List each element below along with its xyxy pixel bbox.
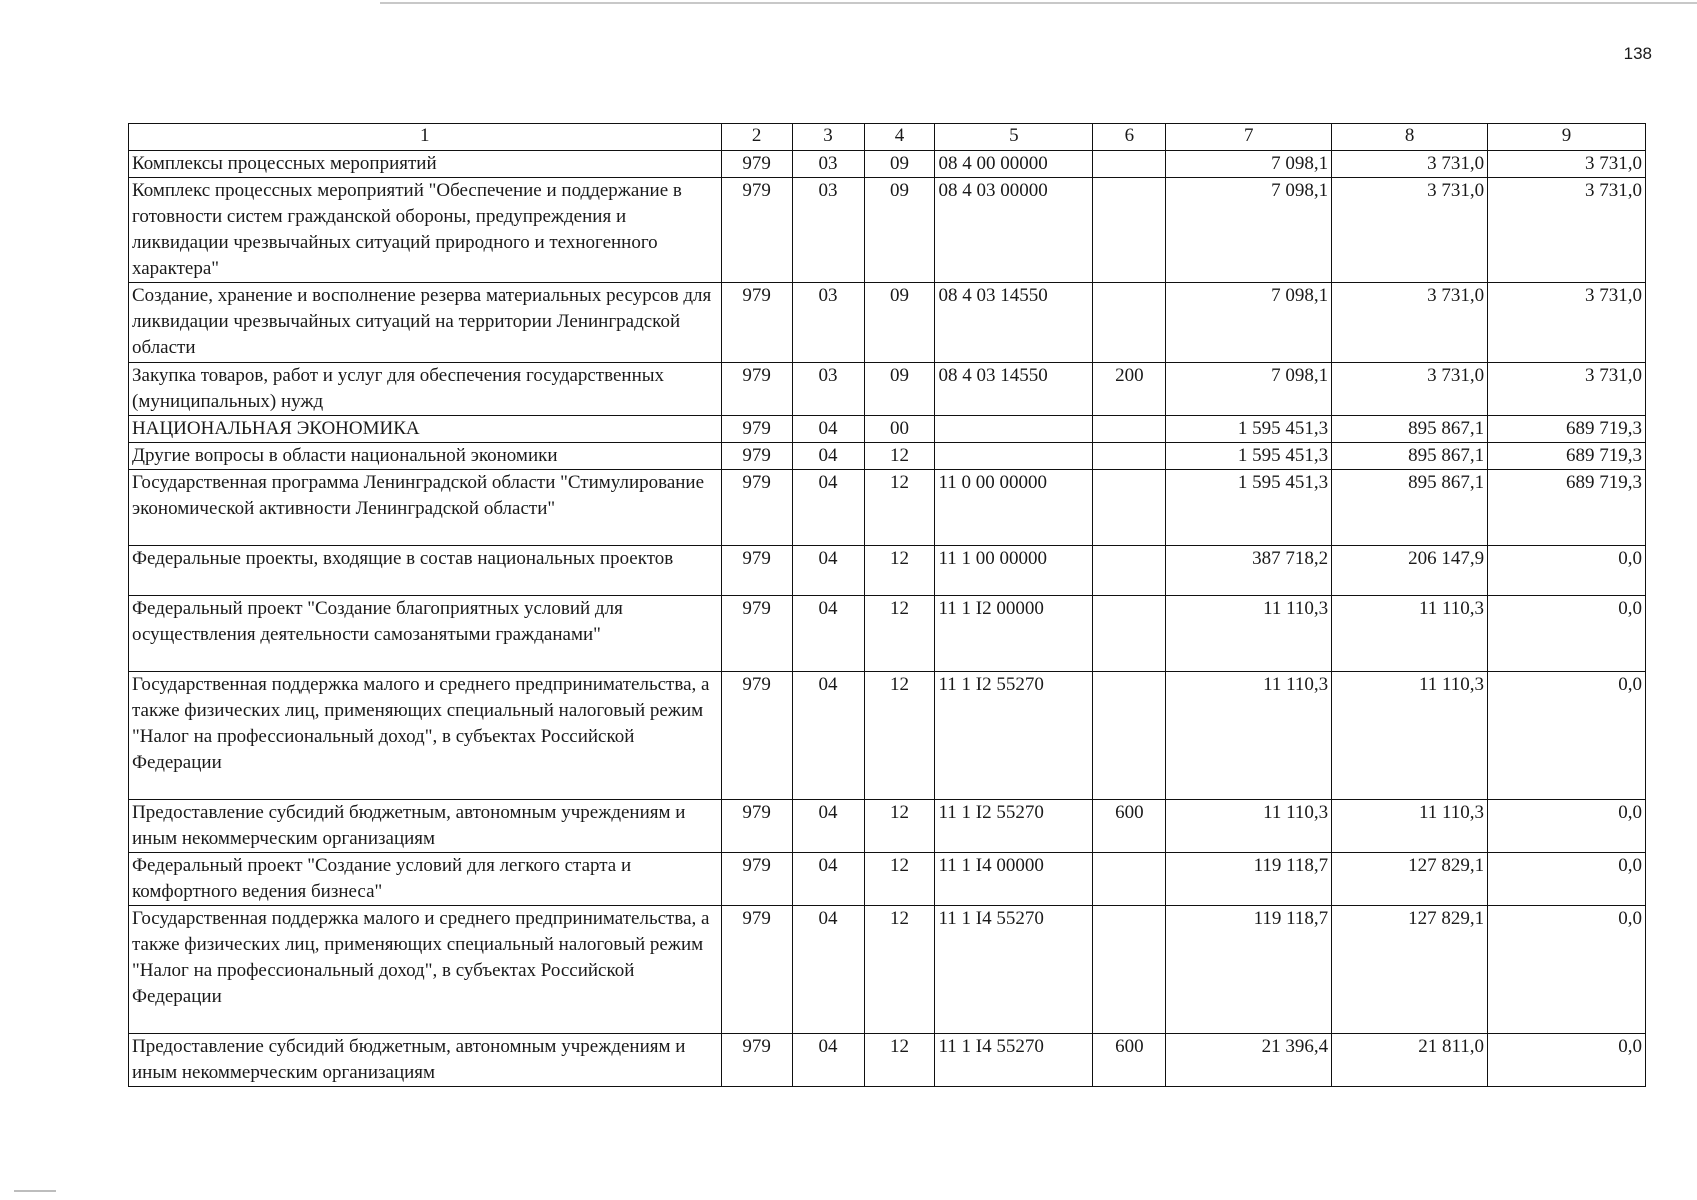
code-section: 04 <box>792 416 864 443</box>
code-admin: 979 <box>721 363 792 416</box>
code-subsection: 12 <box>864 906 935 1034</box>
amount-year-3: 3 731,0 <box>1488 151 1646 178</box>
code-expense-type <box>1093 178 1166 283</box>
amount-year-3: 689 719,3 <box>1488 443 1646 470</box>
scan-mark <box>14 1190 56 1192</box>
table-row <box>129 596 1646 672</box>
code-target <box>935 416 1093 443</box>
code-subsection: 12 <box>864 672 935 800</box>
amount-year-2: 11 110,3 <box>1332 596 1488 672</box>
code-admin: 979 <box>721 470 792 546</box>
amount-year-2: 127 829,1 <box>1332 906 1488 1034</box>
table-row <box>129 283 1646 363</box>
code-section: 04 <box>792 1034 864 1087</box>
code-target: 11 1 I2 55270 <box>935 800 1093 853</box>
code-section: 04 <box>792 906 864 1034</box>
amount-year-1: 7 098,1 <box>1166 178 1332 283</box>
amount-year-1: 119 118,7 <box>1166 906 1332 1034</box>
code-section: 04 <box>792 596 864 672</box>
code-expense-type: 200 <box>1093 363 1166 416</box>
code-subsection: 12 <box>864 800 935 853</box>
column-header: 2 <box>721 124 792 151</box>
table-row <box>129 151 1646 178</box>
amount-year-2: 11 110,3 <box>1332 672 1488 800</box>
page-number: 138 <box>1623 44 1652 63</box>
amount-year-1: 1 595 451,3 <box>1166 443 1332 470</box>
column-header: 9 <box>1488 124 1646 151</box>
row-name: Государственная поддержка малого и среднего предпринимательства, а также физических лиц, применяющих специальный налоговый режим "Налог на профессиональный доход", в субъектах Российской Федерации <box>129 906 722 1034</box>
table-row <box>129 853 1646 906</box>
code-subsection: 09 <box>864 363 935 416</box>
code-target: 11 0 00 00000 <box>935 470 1093 546</box>
code-expense-type <box>1093 906 1166 1034</box>
code-admin: 979 <box>721 906 792 1034</box>
code-target: 08 4 03 00000 <box>935 178 1093 283</box>
code-section: 03 <box>792 283 864 363</box>
code-admin: 979 <box>721 800 792 853</box>
amount-year-1: 11 110,3 <box>1166 596 1332 672</box>
amount-year-2: 206 147,9 <box>1332 546 1488 596</box>
row-name: Федеральный проект "Создание условий для легкого старта и комфортного ведения бизнеса" <box>129 853 722 906</box>
amount-year-2: 3 731,0 <box>1332 283 1488 363</box>
code-admin: 979 <box>721 443 792 470</box>
code-target: 08 4 03 14550 <box>935 283 1093 363</box>
code-section: 04 <box>792 800 864 853</box>
amount-year-3: 0,0 <box>1488 596 1646 672</box>
code-admin: 979 <box>721 853 792 906</box>
amount-year-3: 0,0 <box>1488 672 1646 800</box>
code-expense-type <box>1093 853 1166 906</box>
row-name: Другие вопросы в области национальной экономики <box>129 443 722 470</box>
code-admin: 979 <box>721 416 792 443</box>
code-expense-type <box>1093 443 1166 470</box>
table-row <box>129 546 1646 596</box>
amount-year-3: 0,0 <box>1488 800 1646 853</box>
row-name: Государственная поддержка малого и среднего предпринимательства, а также физических лиц, применяющих специальный налоговый режим "Налог на профессиональный доход", в субъектах Российской Федерации <box>129 672 722 800</box>
row-name: Федеральный проект "Создание благоприятных условий для осуществления деятельности самозанятыми гражданами" <box>129 596 722 672</box>
amount-year-1: 11 110,3 <box>1166 800 1332 853</box>
code-section: 04 <box>792 546 864 596</box>
code-section: 03 <box>792 363 864 416</box>
code-subsection: 12 <box>864 596 935 672</box>
row-name: Предоставление субсидий бюджетным, автономным учреждениям и иным некоммерческим организациям <box>129 800 722 853</box>
column-number-row <box>129 124 1646 151</box>
row-name: Комплекс процессных мероприятий "Обеспечение и поддержание в готовности систем гражданской обороны, предупреждения и ликвидации чрезвычайных ситуаций природного и техногенного характера" <box>129 178 722 283</box>
amount-year-1: 1 595 451,3 <box>1166 416 1332 443</box>
column-header: 4 <box>864 124 935 151</box>
table-row <box>129 1034 1646 1087</box>
amount-year-2: 11 110,3 <box>1332 800 1488 853</box>
code-expense-type <box>1093 416 1166 443</box>
code-target: 11 1 I4 00000 <box>935 853 1093 906</box>
amount-year-2: 3 731,0 <box>1332 178 1488 283</box>
code-target: 11 1 I2 55270 <box>935 672 1093 800</box>
code-admin: 979 <box>721 672 792 800</box>
code-subsection: 09 <box>864 283 935 363</box>
column-header: 5 <box>935 124 1093 151</box>
code-expense-type <box>1093 151 1166 178</box>
amount-year-2: 21 811,0 <box>1332 1034 1488 1087</box>
code-expense-type <box>1093 470 1166 546</box>
column-header: 1 <box>129 124 722 151</box>
code-admin: 979 <box>721 1034 792 1087</box>
budget-table <box>128 123 1646 1087</box>
amount-year-2: 3 731,0 <box>1332 363 1488 416</box>
code-section: 04 <box>792 443 864 470</box>
code-target: 11 1 I4 55270 <box>935 1034 1093 1087</box>
code-section: 04 <box>792 470 864 546</box>
code-subsection: 12 <box>864 470 935 546</box>
table-row <box>129 443 1646 470</box>
amount-year-3: 0,0 <box>1488 906 1646 1034</box>
amount-year-3: 3 731,0 <box>1488 283 1646 363</box>
amount-year-3: 0,0 <box>1488 546 1646 596</box>
amount-year-1: 7 098,1 <box>1166 363 1332 416</box>
table-row <box>129 470 1646 546</box>
code-target: 08 4 00 00000 <box>935 151 1093 178</box>
table-row <box>129 906 1646 1034</box>
code-subsection: 12 <box>864 1034 935 1087</box>
code-subsection: 12 <box>864 853 935 906</box>
amount-year-1: 11 110,3 <box>1166 672 1332 800</box>
code-target: 11 1 00 00000 <box>935 546 1093 596</box>
code-expense-type <box>1093 672 1166 800</box>
table-row <box>129 672 1646 800</box>
amount-year-3: 689 719,3 <box>1488 416 1646 443</box>
table-row <box>129 800 1646 853</box>
code-subsection: 09 <box>864 151 935 178</box>
amount-year-3: 0,0 <box>1488 1034 1646 1087</box>
amount-year-3: 689 719,3 <box>1488 470 1646 546</box>
row-name: Создание, хранение и восполнение резерва материальных ресурсов для ликвидации чрезвычайных ситуаций на территории Ленинградской области <box>129 283 722 363</box>
code-expense-type <box>1093 546 1166 596</box>
code-expense-type: 600 <box>1093 1034 1166 1087</box>
scan-edge-line <box>380 2 1697 4</box>
column-header: 6 <box>1093 124 1166 151</box>
column-header: 8 <box>1332 124 1488 151</box>
amount-year-2: 895 867,1 <box>1332 443 1488 470</box>
amount-year-2: 895 867,1 <box>1332 470 1488 546</box>
column-header: 3 <box>792 124 864 151</box>
code-admin: 979 <box>721 151 792 178</box>
amount-year-2: 127 829,1 <box>1332 853 1488 906</box>
row-name: Комплексы процессных мероприятий <box>129 151 722 178</box>
amount-year-3: 0,0 <box>1488 853 1646 906</box>
table-row <box>129 363 1646 416</box>
code-target <box>935 443 1093 470</box>
row-name: НАЦИОНАЛЬНАЯ ЭКОНОМИКА <box>129 416 722 443</box>
column-header: 7 <box>1166 124 1332 151</box>
code-subsection: 12 <box>864 443 935 470</box>
row-name: Государственная программа Ленинградской области "Стимулирование экономической активности Ленинградской области" <box>129 470 722 546</box>
code-admin: 979 <box>721 546 792 596</box>
code-target: 11 1 I4 55270 <box>935 906 1093 1034</box>
code-section: 04 <box>792 672 864 800</box>
code-expense-type <box>1093 596 1166 672</box>
row-name: Предоставление субсидий бюджетным, автономным учреждениям и иным некоммерческим организациям <box>129 1034 722 1087</box>
row-name: Закупка товаров, работ и услуг для обеспечения государственных (муниципальных) нужд <box>129 363 722 416</box>
amount-year-3: 3 731,0 <box>1488 363 1646 416</box>
amount-year-1: 7 098,1 <box>1166 151 1332 178</box>
amount-year-2: 895 867,1 <box>1332 416 1488 443</box>
code-section: 03 <box>792 151 864 178</box>
table-row <box>129 416 1646 443</box>
code-subsection: 00 <box>864 416 935 443</box>
code-admin: 979 <box>721 178 792 283</box>
amount-year-3: 3 731,0 <box>1488 178 1646 283</box>
amount-year-1: 7 098,1 <box>1166 283 1332 363</box>
amount-year-1: 21 396,4 <box>1166 1034 1332 1087</box>
code-subsection: 12 <box>864 546 935 596</box>
amount-year-1: 119 118,7 <box>1166 853 1332 906</box>
amount-year-1: 1 595 451,3 <box>1166 470 1332 546</box>
code-target: 11 1 I2 00000 <box>935 596 1093 672</box>
amount-year-1: 387 718,2 <box>1166 546 1332 596</box>
code-admin: 979 <box>721 596 792 672</box>
code-expense-type <box>1093 283 1166 363</box>
amount-year-2: 3 731,0 <box>1332 151 1488 178</box>
code-expense-type: 600 <box>1093 800 1166 853</box>
code-target: 08 4 03 14550 <box>935 363 1093 416</box>
code-section: 04 <box>792 853 864 906</box>
code-admin: 979 <box>721 283 792 363</box>
table-row <box>129 178 1646 283</box>
code-subsection: 09 <box>864 178 935 283</box>
row-name: Федеральные проекты, входящие в состав национальных проектов <box>129 546 722 596</box>
code-section: 03 <box>792 178 864 283</box>
